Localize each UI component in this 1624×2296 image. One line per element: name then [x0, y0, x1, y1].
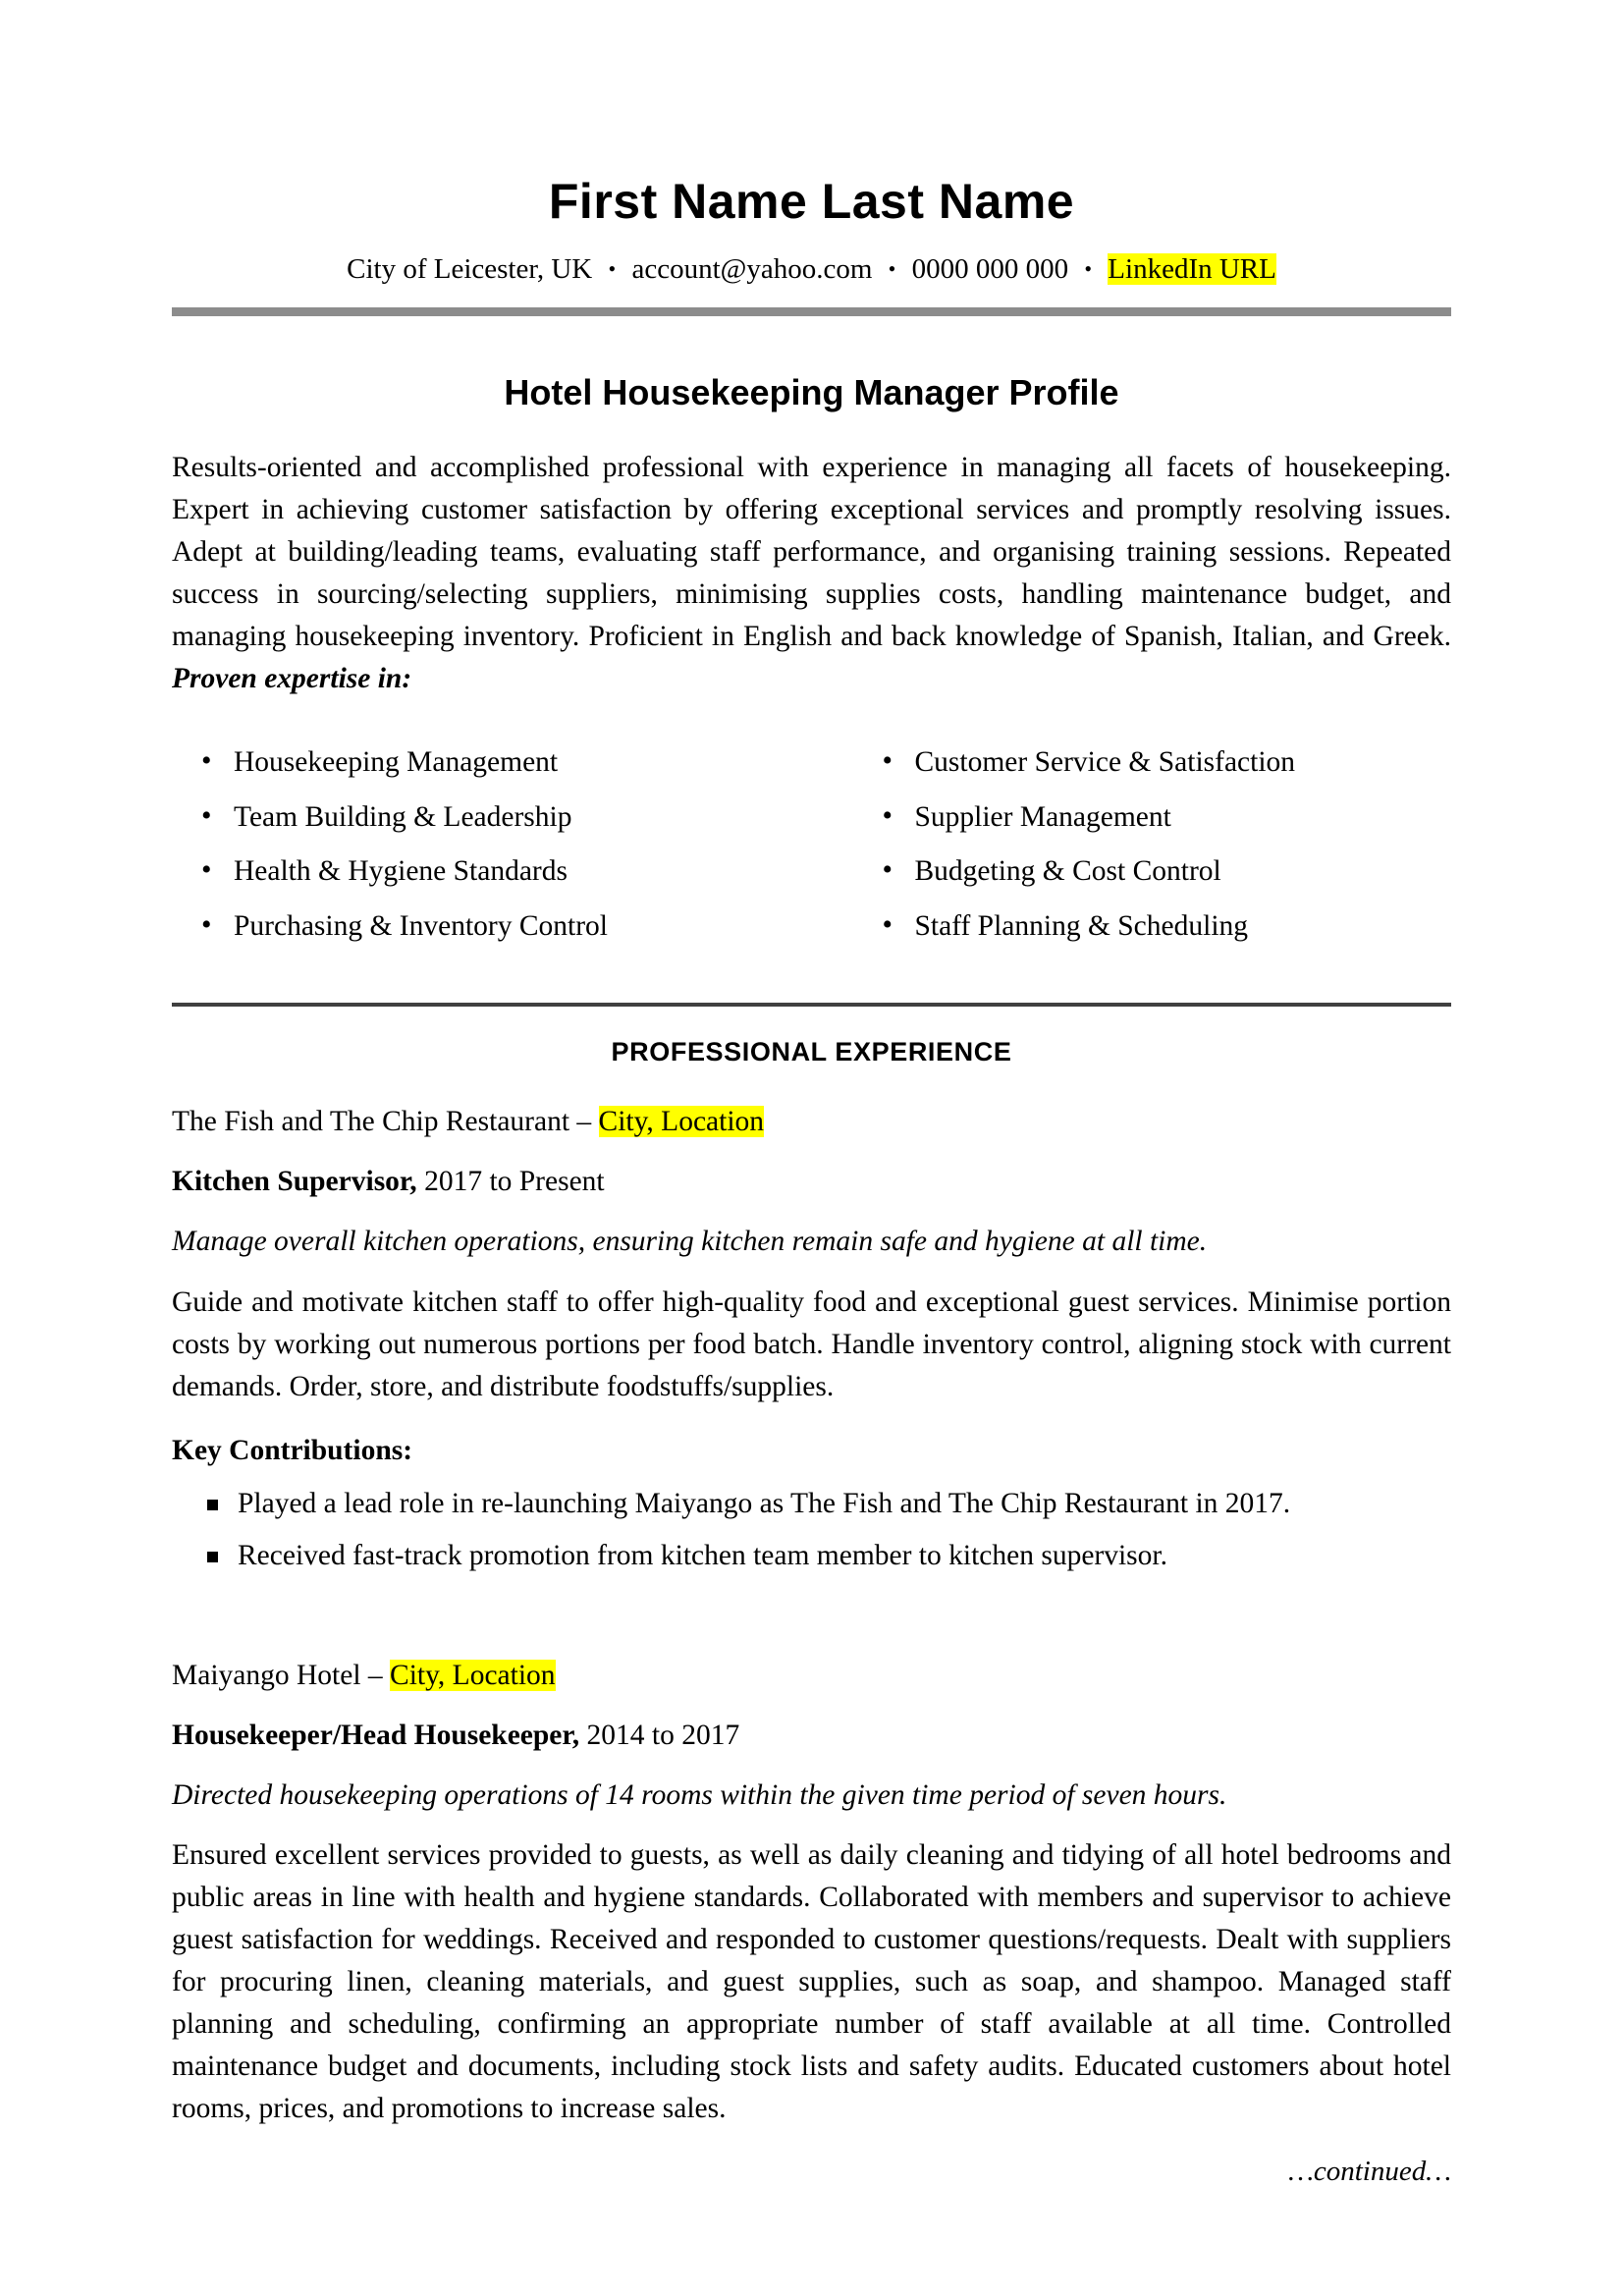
profile-title: Hotel Housekeeping Manager Profile — [504, 371, 1119, 412]
job-company-line — [172, 1101, 1451, 1143]
list-item — [172, 909, 812, 944]
profile-expertise-lead: Proven expertise in: — [172, 663, 412, 695]
contribution-text: Played a lead role in re-launching Maiyango as The Fish and The Chip Restaurant in 2017. — [238, 1487, 1291, 1519]
key-contributions-list — [172, 1486, 1451, 1574]
contact-email[interactable]: account@yahoo.com — [631, 253, 873, 285]
profile-summary-text: Results-oriented and accomplished professional with experience in managing all facets of housekeeping. Expert in achieving customer satisfaction by offering exceptional services and promptly resolving issues. Adept at building/leading teams, evaluating staff performance, and organising training sessions. Repeated success in sourcing/selecting suppliers, minimising supplies costs, handling maintenance budget, and managing housekeeping inventory. Proficient in English and back knowledge of Spanish, Italian, and Greek. — [172, 451, 1451, 653]
bullet-separator-icon: • — [1084, 256, 1093, 281]
job-title-line — [172, 1161, 1451, 1203]
job-description: Guide and motivate kitchen staff to offer high-quality food and exceptional guest services. Minimise portion costs by working out numerous portions per food batch. Handle inventory control, aligning stock with current demands. Order, store, and distribute foodstuffs/supplies. — [172, 1285, 1451, 1402]
list-item — [172, 1486, 1451, 1522]
job-description: Ensured excellent services provided to guests, as well as daily cleaning and tidying of all hotel bedrooms and public areas in line with health and hygiene standards. Collaborated with members and supervisor to achieve guest satisfaction for weddings. Received and responded to customer questions/requests. Dealt with suppliers for procuring linen, cleaning materials, and guest supplies, such as soap, and shampoo. Managed staff planning and scheduling, confirming an appropriate number of staff available at all time. Controlled maintenance budget and documents, including stock lists and safety audits. Educated customers about hotel rooms, prices, and promotions to increase sales. — [172, 1838, 1451, 2125]
skill-label: Team Building & Leadership — [234, 800, 572, 833]
job-location: City, Location — [598, 1106, 765, 1138]
job-location: City, Location — [390, 1659, 556, 1691]
job-title: Housekeeper/Head Housekeeper, — [172, 1719, 580, 1751]
contact-phone: 0000 000 000 — [911, 253, 1069, 285]
bullet-separator-icon: • — [888, 256, 896, 281]
skill-label: Housekeeping Management — [234, 746, 559, 779]
list-item — [172, 745, 812, 780]
skill-label: Supplier Management — [914, 800, 1171, 833]
list-item — [853, 745, 1452, 780]
job-company-line — [172, 1655, 1451, 1697]
skill-label: Health & Hygiene Standards — [234, 855, 568, 888]
profile-summary — [172, 447, 1451, 700]
job-company: Maiyango Hotel – — [172, 1659, 391, 1691]
job-summary: Directed housekeeping operations of 14 rooms within the given time period of seven hours. — [172, 1778, 1227, 1811]
list-item — [853, 909, 1452, 944]
job-title: Kitchen Supervisor, — [172, 1166, 417, 1198]
skills-column-right — [812, 745, 1452, 963]
experience-section-title: PROFESSIONAL EXPERIENCE — [611, 1036, 1012, 1066]
skills-column-left — [172, 745, 812, 963]
list-item — [853, 854, 1452, 889]
header-divider — [172, 307, 1451, 316]
candidate-name: First Name Last Name — [548, 174, 1075, 229]
skill-label: Staff Planning & Scheduling — [914, 909, 1249, 942]
contact-line — [172, 229, 1451, 287]
list-item — [172, 800, 812, 835]
key-contributions-label: Key Contributions: — [172, 1434, 413, 1466]
job-dates: 2017 to Present — [416, 1166, 605, 1198]
continued-marker: …continued… — [1288, 2156, 1451, 2188]
list-item — [172, 1538, 1451, 1574]
skill-label: Customer Service & Satisfaction — [914, 746, 1296, 779]
job-dates: 2014 to 2017 — [579, 1719, 740, 1751]
list-item — [853, 800, 1452, 835]
skill-label: Purchasing & Inventory Control — [234, 909, 608, 942]
list-item — [172, 854, 812, 889]
job-summary: Manage overall kitchen operations, ensuring kitchen remain safe and hygiene at all time. — [172, 1226, 1208, 1258]
contact-linkedin-link[interactable]: LinkedIn URL — [1108, 253, 1276, 285]
job-company: The Fish and The Chip Restaurant – — [172, 1106, 599, 1138]
resume-content — [172, 0, 1451, 2188]
bullet-separator-icon: • — [608, 256, 617, 281]
job-title-line — [172, 1715, 1451, 1757]
contribution-text: Received fast-track promotion from kitchen team member to kitchen supervisor. — [238, 1539, 1167, 1571]
skills-list — [172, 745, 1451, 963]
contact-location: City of Leicester, UK — [347, 253, 593, 285]
skill-label: Budgeting & Cost Control — [914, 855, 1221, 888]
